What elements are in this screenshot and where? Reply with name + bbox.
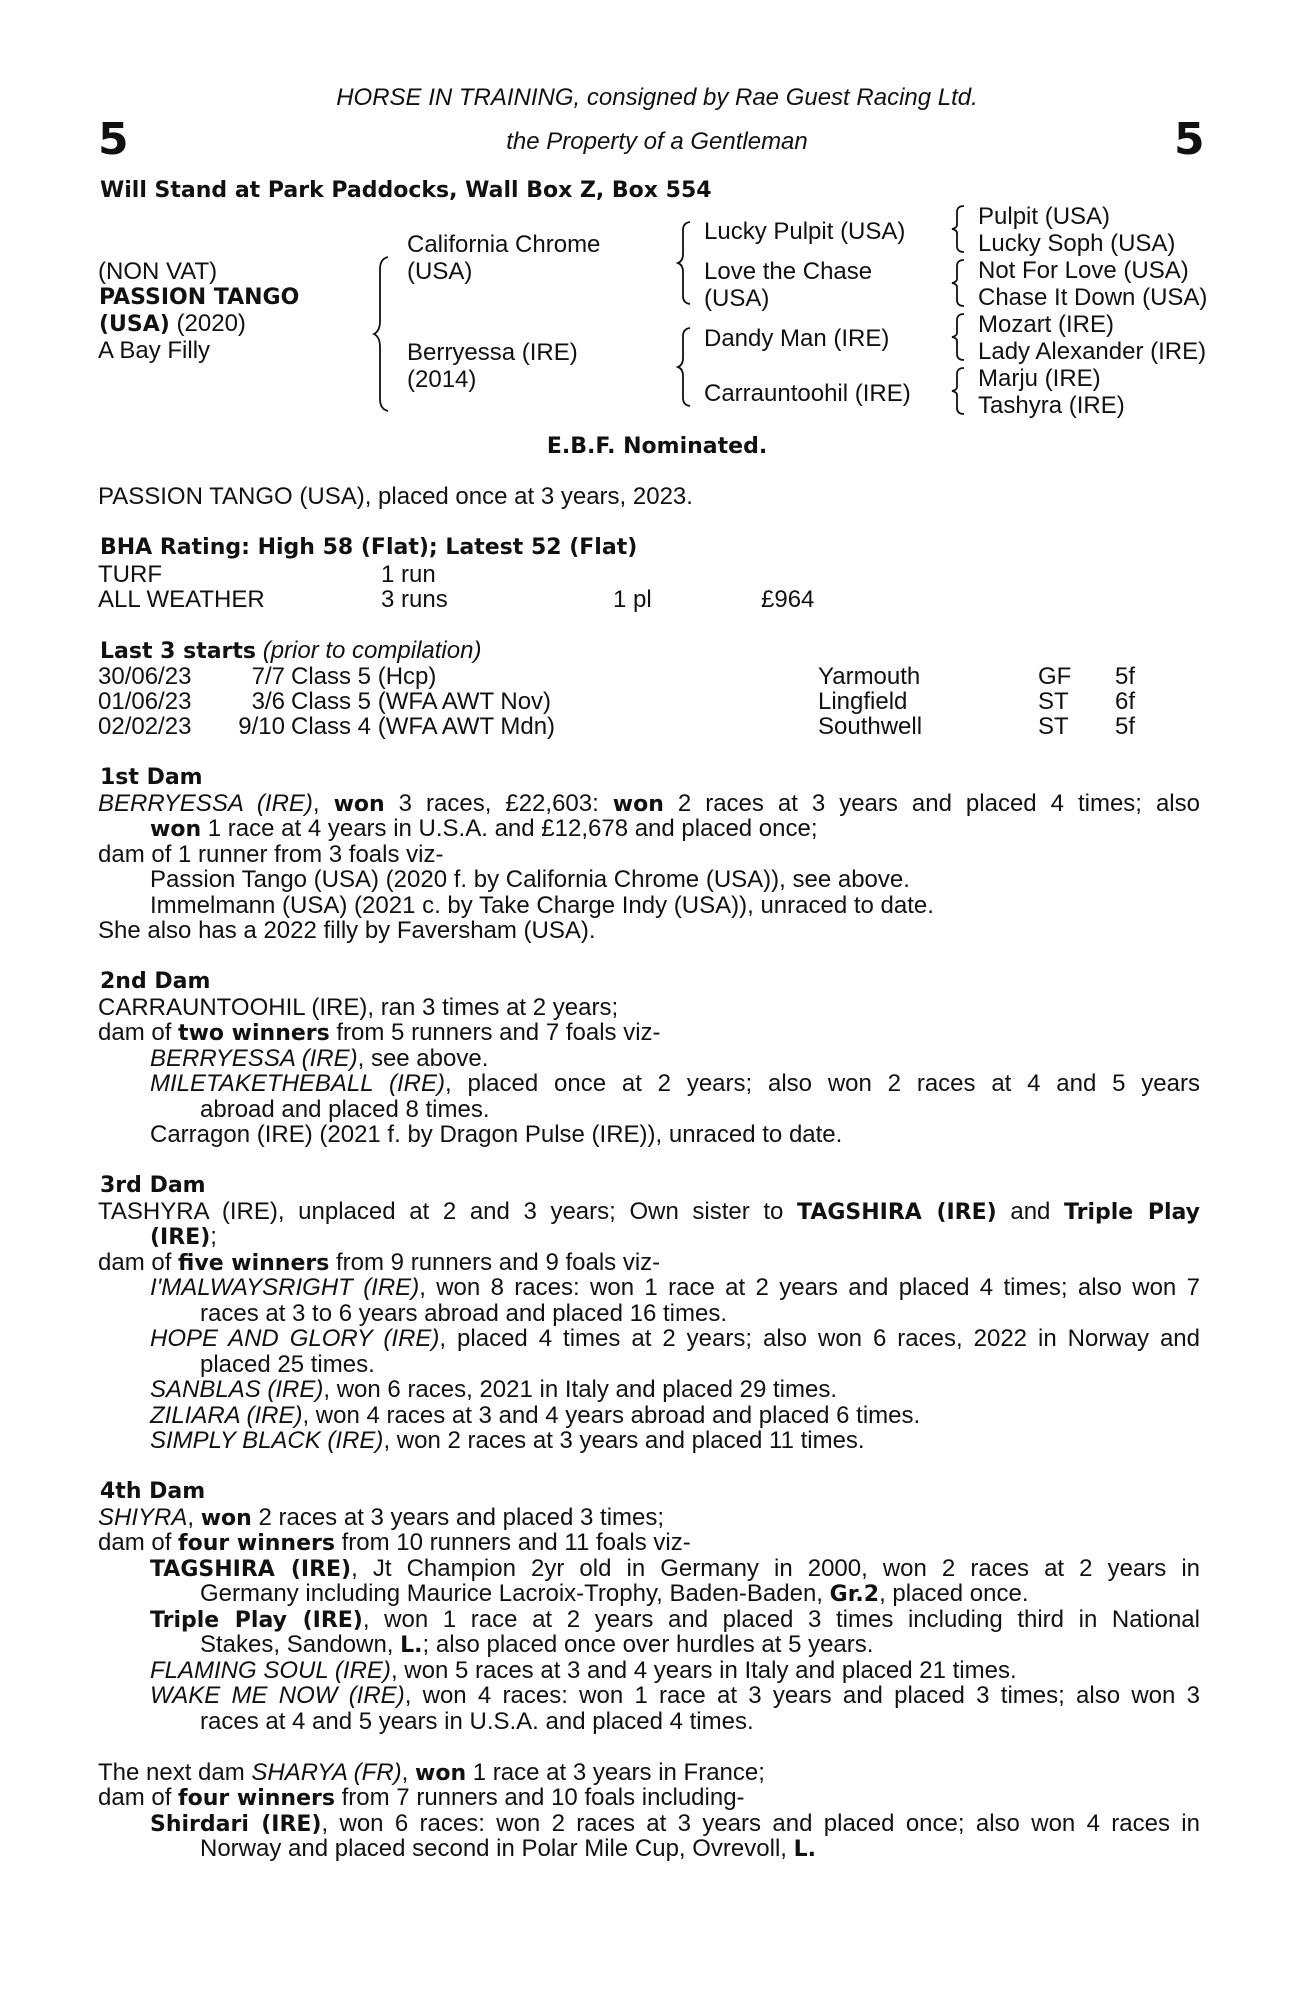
produce-line: ZILIARA (IRE), won 4 races at 3 and 4 years abroad and placed 6 times.: [150, 1402, 921, 1429]
pedigree-brace-sire: [678, 220, 694, 306]
pedigree-g-sdd: Chase It Down (USA): [978, 284, 1208, 311]
section-heading: 1st Dam: [100, 765, 203, 790]
horse-name: PASSION TANGO: [99, 285, 300, 310]
pedigree-brace-g4: [952, 366, 966, 416]
start-going: ST: [1038, 688, 1069, 715]
horse-country-year: (USA) (2020): [99, 310, 246, 337]
pedigree-g-dss: Mozart (IRE): [978, 311, 1115, 338]
start-course: Lingfield: [818, 688, 908, 715]
produce-line: Norway and placed second in Polar Mile Cup, Ovrevoll, L.: [200, 1835, 817, 1862]
vat-status: (NON VAT): [98, 258, 218, 285]
bha-rating: BHA Rating: High 58 (Flat); Latest 52 (Flat): [100, 535, 638, 560]
start-distance: 6f: [1115, 688, 1136, 715]
race-summary: PASSION TANGO (USA), placed once at 3 years, 2023.: [98, 483, 693, 510]
produce-line: Carragon (IRE) (2021 f. by Dragon Pulse (IRE)), unraced to date.: [150, 1121, 843, 1148]
dam-line: (IRE);: [150, 1223, 217, 1250]
produce-line: abroad and placed 8 times.: [200, 1096, 490, 1123]
dam-line: dam of five winners from 9 runners and 9 foals viz-: [98, 1249, 661, 1276]
pedigree-brace-g1: [952, 204, 966, 254]
dam-line: BERRYESSA (IRE), won 3 races, £22,603: won 2 races at 3 years and placed 4 times; also: [98, 790, 1200, 817]
start-class: Class 5 (WFA AWT Nov): [291, 688, 552, 715]
horse-description: A Bay Filly: [98, 337, 211, 364]
pedigree-brace-g3: [952, 312, 966, 362]
start-class: Class 5 (Hcp): [291, 663, 437, 690]
start-course: Yarmouth: [818, 663, 921, 690]
last-starts-heading: Last 3 starts (prior to compilation): [100, 637, 482, 664]
section-heading: 4th Dam: [100, 1479, 206, 1504]
section-heading: 2nd Dam: [100, 969, 211, 994]
produce-line: Stakes, Sandown, L.; also placed once over hurdles at 5 years.: [200, 1631, 874, 1658]
dam-line: The next dam SHARYA (FR), won 1 race at 3 years in France;: [98, 1759, 765, 1786]
start-position: 9/10: [238, 713, 285, 740]
pedigree-g-sss: Pulpit (USA): [978, 203, 1111, 230]
produce-line: races at 3 to 6 years abroad and placed 16 times.: [200, 1300, 727, 1327]
start-position: 7/7: [251, 663, 285, 690]
start-date: 02/02/23: [98, 713, 192, 740]
pedigree-brace-main: [374, 255, 394, 413]
dam-line: dam of four winners from 10 runners and 11 foals viz-: [98, 1529, 691, 1556]
pedigree-g-dds: Marju (IRE): [978, 365, 1101, 392]
produce-line: SANBLAS (IRE), won 6 races, 2021 in Italy and placed 29 times.: [150, 1376, 838, 1403]
pedigree-sire-dam: Love the Chase: [704, 258, 873, 285]
pedigree-brace-g2: [952, 258, 966, 308]
produce-line: Germany including Maurice Lacroix-Trophy, Baden-Baden, Gr.2, placed once.: [200, 1580, 1029, 1607]
pedigree-sire-sire: Lucky Pulpit (USA): [704, 218, 906, 245]
pedigree-dam-sire: Dandy Man (IRE): [704, 325, 890, 352]
start-date: 01/06/23: [98, 688, 192, 715]
dam-line: SHIYRA, won 2 races at 3 years and placed 3 times;: [98, 1504, 665, 1531]
pedigree-g-ssd: Lucky Soph (USA): [978, 230, 1176, 257]
start-distance: 5f: [1115, 713, 1136, 740]
pedigree-g-sds: Not For Love (USA): [978, 257, 1189, 284]
produce-line: Passion Tango (USA) (2020 f. by California Chrome (USA)), see above.: [150, 866, 910, 893]
pedigree-sire-country: (USA): [407, 258, 473, 285]
start-date: 30/06/23: [98, 663, 192, 690]
pedigree-sire-dam-country: (USA): [704, 285, 770, 312]
consignor-line: HORSE IN TRAINING, consigned by Rae Guest Racing Ltd.: [336, 84, 978, 111]
pedigree-dam-dam: Carrauntoohil (IRE): [704, 380, 911, 407]
aw-label: ALL WEATHER: [98, 586, 265, 613]
pedigree-g-dsd: Lady Alexander (IRE): [978, 338, 1207, 365]
section-heading: 3rd Dam: [100, 1173, 206, 1198]
start-class: Class 4 (WFA AWT Mdn): [291, 713, 556, 740]
dam-line: dam of two winners from 5 runners and 7 foals viz-: [98, 1019, 661, 1046]
dam-line: dam of 1 runner from 3 foals viz-: [98, 841, 444, 868]
start-course: Southwell: [818, 713, 923, 740]
lot-number-left: 5: [98, 114, 129, 165]
dam-line: CARRAUNTOOHIL (IRE), ran 3 times at 2 years;: [98, 994, 619, 1021]
pedigree-sire: California Chrome: [407, 231, 601, 258]
aw-prize: £964: [761, 586, 815, 613]
aw-runs: 3 runs: [381, 586, 448, 613]
pedigree-dam: Berryessa (IRE): [407, 339, 578, 366]
produce-line: TAGSHIRA (IRE), Jt Champion 2yr old in Germany in 2000, won 2 races at 2 years in: [150, 1555, 1200, 1582]
produce-line: races at 4 and 5 years in U.S.A. and placed 4 times.: [200, 1708, 754, 1735]
produce-line: Triple Play (IRE), won 1 race at 2 years and placed 3 times including third in National: [150, 1606, 1200, 1633]
property-line: the Property of a Gentleman: [506, 128, 808, 155]
produce-line: FLAMING SOUL (IRE), won 5 races at 3 and 4 years in Italy and placed 21 times.: [150, 1657, 1017, 1684]
dam-line: dam of four winners from 7 runners and 10 foals including-: [98, 1784, 745, 1811]
aw-placed: 1 pl: [613, 586, 652, 613]
produce-line: placed 25 times.: [200, 1351, 375, 1378]
pedigree-brace-dam: [678, 326, 694, 408]
produce-line: BERRYESSA (IRE), see above.: [150, 1045, 489, 1072]
produce-line: HOPE AND GLORY (IRE), placed 4 times at 2 years; also won 6 races, 2022 in Norway and: [150, 1325, 1200, 1352]
dam-line: TASHYRA (IRE), unplaced at 2 and 3 years; Own sister to TAGSHIRA (IRE) and Triple Play: [98, 1198, 1200, 1225]
start-position: 3/6: [251, 688, 285, 715]
dam-line: She also has a 2022 filly by Faversham (USA).: [98, 917, 596, 944]
produce-line: WAKE ME NOW (IRE), won 4 races: won 1 race at 3 years and placed 3 times; also won 3: [150, 1682, 1200, 1709]
pedigree-dam-year: (2014): [407, 366, 477, 393]
start-going: ST: [1038, 713, 1069, 740]
produce-line: SIMPLY BLACK (IRE), won 2 races at 3 years and placed 11 times.: [150, 1427, 865, 1454]
lot-number-right: 5: [1174, 114, 1205, 165]
stand-location: Will Stand at Park Paddocks, Wall Box Z, Box 554: [100, 178, 712, 203]
start-going: GF: [1038, 663, 1072, 690]
produce-line: I'MALWAYSRIGHT (IRE), won 8 races: won 1 race at 2 years and placed 4 times; also won 7: [150, 1274, 1200, 1301]
pedigree-g-ddd: Tashyra (IRE): [978, 392, 1125, 419]
ebf-nominated: E.B.F. Nominated.: [546, 434, 768, 459]
turf-runs: 1 run: [381, 561, 436, 588]
turf-label: TURF: [98, 561, 162, 588]
produce-line: Shirdari (IRE), won 6 races: won 2 races at 3 years and placed once; also won 4 races in: [150, 1810, 1200, 1837]
start-distance: 5f: [1115, 663, 1136, 690]
produce-line: MILETAKETHEBALL (IRE), placed once at 2 years; also won 2 races at 4 and 5 years: [150, 1070, 1200, 1097]
dam-line: won 1 race at 4 years in U.S.A. and £12,678 and placed once;: [150, 815, 818, 842]
produce-line: Immelmann (USA) (2021 c. by Take Charge Indy (USA)), unraced to date.: [150, 892, 934, 919]
